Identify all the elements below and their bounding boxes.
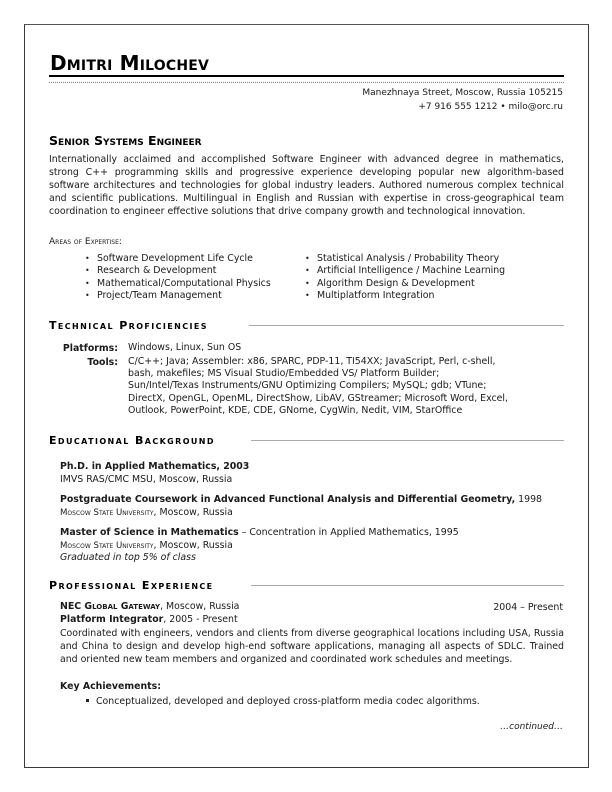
institution: IMVS RAS/CMC MSU, Moscow, Russia [60, 473, 233, 485]
contact-separator: • [500, 102, 506, 112]
contact-address: Manezhnaya Street, Moscow, Russia 105215 [362, 88, 563, 98]
section-rule [249, 325, 564, 326]
expertise-item: • Software Development Life Cycle [85, 253, 271, 265]
section-heading-experience: Professional Experience [49, 579, 214, 592]
role-description: Coordinated with engineers, vendors and clients from diverse geographical locations including USA, Russia and China to design and develop high-end software applications, managing all aspects of SDLC. Trained and oriented new team members and organized and coordinated work schedules and meetings. [60, 628, 564, 665]
candidate-name: Dmitri Milochev [50, 51, 210, 75]
tools-line: Outlook, PowerPoint, KDE, CDE, GNome, CygWin, Nedit, VIM, StarOffice [128, 404, 463, 416]
profile-summary: Internationally acclaimed and accomplished Software Engineer with advanced degree in mathematics, strong C++ programming skills and progressive experience developing popular new algorithm-based software architectures and technologies for global industry leaders. Authored numerous complex technical and scientific publications. Multilingual in English and Russian with expertise in cross-geographical team coordination to engineer effective solutions that drive company growth and technological innovation. [49, 154, 564, 217]
education-entry-ms [60, 527, 459, 565]
institution-location: , Moscow, Russia [153, 506, 233, 518]
expertise-item: • Research & Development [85, 265, 271, 277]
year: 1998 [515, 494, 543, 505]
institution-location: , Moscow, Russia [153, 539, 233, 551]
platforms-value: Windows, Linux, Sun OS [128, 342, 242, 353]
tools-line: bash, makefiles; MS Visual Studio/Embedded VS/ Platform Builder; [128, 368, 440, 380]
section-heading-education: Educational Background [49, 434, 215, 447]
institution [60, 540, 459, 553]
tools-line: Sun/Intel/Texas Instruments/GNU Optimizing Compilers; MySQL; gdb; VTune; [128, 380, 487, 392]
institution [60, 507, 542, 520]
role-title: Platform Integrator [60, 614, 164, 625]
job-title: Senior Systems Engineer [49, 133, 202, 148]
degree: Postgraduate Coursework in Advanced Functional Analysis and Differential Geometry, [60, 494, 516, 505]
role-line [60, 614, 564, 627]
areas-of-expertise-label: Areas of Expertise: [49, 237, 122, 247]
contact-phone-email [418, 100, 563, 114]
expertise-item: • Project/Team Management [85, 290, 271, 302]
contact-email: milo@orc.ru [508, 102, 563, 112]
degree: Ph.D. in Applied Mathematics, 2003 [60, 461, 250, 472]
areas-column-1 [85, 253, 271, 302]
education-note: Graduated in top 5% of class [60, 552, 196, 563]
section-heading-technical: Technical Proficiencies [49, 319, 208, 332]
contact-phone: +7 916 555 1212 [418, 102, 498, 112]
header-rule [49, 75, 564, 77]
expertise-item: • Artificial Intelligence / Machine Learning [305, 265, 505, 277]
degree-line [60, 494, 542, 507]
header-dotted-rule [49, 82, 564, 83]
role-dates: , 2005 - Present [163, 614, 238, 625]
expertise-item: • Algorithm Design & Development [305, 278, 505, 290]
degree-line [60, 527, 459, 540]
institution-name: Moscow State University [60, 540, 154, 551]
institution-name: Moscow State University [60, 507, 154, 518]
expertise-item: • Multiplatform Integration [305, 290, 505, 302]
expertise-item: • Mathematical/Computational Physics [85, 278, 271, 290]
areas-column-2 [305, 253, 505, 302]
education-entry-phd [60, 461, 249, 486]
section-rule [251, 585, 564, 586]
achievement-text: Conceptualized, developed and deployed cross-platform media codec algorithms. [96, 696, 480, 707]
tools-label: Tools: [87, 357, 118, 368]
degree-detail: – Concentration in Applied Mathematics, 1995 [238, 527, 459, 538]
degree: Master of Science in Mathematics [60, 527, 239, 538]
continued-note: …continued… [500, 722, 563, 732]
expertise-item: • Statistical Analysis / Probability Theory [305, 253, 505, 265]
square-bullet-icon [86, 699, 89, 702]
employer-line [60, 601, 564, 614]
section-rule [251, 440, 564, 441]
platforms-label: Platforms: [62, 343, 118, 354]
achievement-item [85, 695, 480, 708]
key-achievements-label: Key Achievements: [60, 681, 161, 692]
education-entry-postgrad [60, 494, 542, 519]
company-name: NEC Global Gateway [60, 601, 161, 612]
employment-dates: 2004 – Present [493, 602, 563, 613]
tools-value [128, 356, 568, 417]
tools-line: DirectX, OpenGL, OpenML, DirectShow, LibAV, GStreamer; Microsoft Word, Excel, [128, 392, 508, 404]
tools-line: C/C++; Java; Assembler: x86, SPARC, PDP-11, TI54XX; JavaScript, Perl, c-shell, [128, 356, 496, 367]
company-location: , Moscow, Russia [160, 601, 240, 612]
